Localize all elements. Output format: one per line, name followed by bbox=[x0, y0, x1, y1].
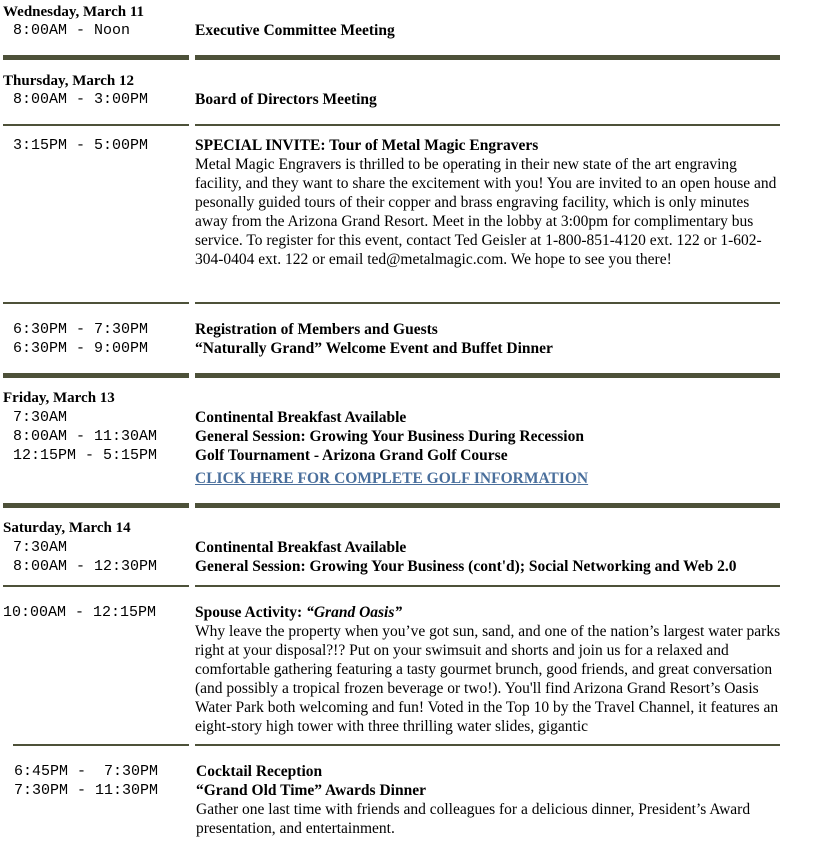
time-slot: 8:00AM - 11:30AM bbox=[13, 428, 158, 445]
event-title: Continental Breakfast Available bbox=[195, 539, 407, 556]
section-divider bbox=[3, 503, 189, 508]
day-heading-wednesday: Wednesday, March 11 bbox=[3, 4, 144, 20]
row-divider bbox=[13, 744, 189, 746]
time-slot: 6:30PM - 7:30PM bbox=[13, 321, 149, 338]
day-heading-saturday: Saturday, March 14 bbox=[3, 520, 131, 536]
row-divider bbox=[195, 302, 780, 304]
event-title: General Session: Growing Your Business (cont'd); Social Networking and Web 2.0 bbox=[195, 558, 737, 575]
event-description: Why leave the property when you’ve got sun, sand, and one of the nation’s largest water parks right at your disposal?!? Put on your swimsuit and shorts and join us for a relaxed and comfortable gathering featuring a tasty gourmet brunch, good friends, and great conversation (and possibly a tropical frozen beverage or two!). You'll find Arizona Grand Resort’s Oasis Water Park both welcoming and fun! Voted in the Top 10 by the Travel Channel, it features an eight-story high tower with three thrilling water slides, gigantic bbox=[195, 623, 781, 735]
section-divider bbox=[195, 55, 780, 60]
row-divider bbox=[195, 124, 780, 126]
event-title: Cocktail Reception bbox=[196, 763, 323, 780]
time-slot: 7:30AM bbox=[13, 409, 68, 426]
time-slot: 8:00AM - Noon bbox=[13, 22, 131, 39]
event-title: “Grand Old Time” Awards Dinner bbox=[196, 782, 426, 799]
event-title: General Session: Growing Your Business During Recession bbox=[195, 428, 584, 445]
time-slot: 8:00AM - 12:30PM bbox=[13, 558, 158, 575]
time-slot: 6:30PM - 9:00PM bbox=[13, 340, 149, 357]
golf-info-link[interactable]: CLICK HERE FOR COMPLETE GOLF INFORMATION bbox=[195, 470, 589, 487]
spouse-activity-name: “Grand Oasis” bbox=[306, 604, 403, 621]
event-title bbox=[195, 603, 402, 622]
event-description: Gather one last time with friends and colleagues for a delicious dinner, President’s Award presentation, and entertainment. bbox=[196, 801, 751, 837]
row-divider bbox=[3, 302, 189, 304]
section-divider bbox=[195, 373, 780, 378]
time-slot: 3:15PM - 5:00PM bbox=[13, 137, 149, 154]
time-slot: 10:00AM - 12:15PM bbox=[3, 604, 157, 621]
event-description: Metal Magic Engravers is thrilled to be operating in their new state of the art engraving facility, and they want to share the excitement with you! You are invited to an open house and pesonally guided tours of their copper and brass engraving facility, which is only minutes away from the Arizona Grand Resort. Meet in the lobby at 3:00pm for complimentary bus service. To register for this event, contact Ted Geisler at 1-800-851-4120 ext. 122 or 1-602-304-0404 ext. 122 or email ted@metalmagic.com. We hope to see you there! bbox=[195, 156, 777, 268]
section-divider bbox=[195, 503, 780, 508]
event-title: “Naturally Grand” Welcome Event and Buffet Dinner bbox=[195, 340, 553, 357]
day-heading-friday: Friday, March 13 bbox=[3, 390, 115, 406]
spouse-activity-label: Spouse Activity: bbox=[195, 604, 303, 621]
row-divider bbox=[195, 744, 780, 746]
section-divider bbox=[3, 373, 189, 378]
row-divider bbox=[3, 124, 189, 126]
row-divider bbox=[195, 585, 780, 587]
event-title: Golf Tournament - Arizona Grand Golf Course bbox=[195, 447, 508, 464]
time-slot: 8:00AM - 3:00PM bbox=[13, 91, 149, 108]
time-slot: 12:15PM - 5:15PM bbox=[13, 447, 158, 464]
event-title: SPECIAL INVITE: Tour of Metal Magic Engravers bbox=[195, 137, 539, 154]
event-title: Executive Committee Meeting bbox=[195, 22, 395, 39]
row-divider bbox=[3, 585, 189, 587]
day-heading-thursday: Thursday, March 12 bbox=[3, 73, 134, 89]
time-slot: 6:45PM - 7:30PM bbox=[14, 763, 159, 780]
time-slot: 7:30PM - 11:30PM bbox=[14, 782, 159, 799]
event-title: Registration of Members and Guests bbox=[195, 321, 438, 338]
section-divider bbox=[3, 55, 189, 60]
time-slot: 7:30AM bbox=[13, 539, 68, 556]
event-title: Continental Breakfast Available bbox=[195, 409, 407, 426]
event-title: Board of Directors Meeting bbox=[195, 91, 377, 108]
